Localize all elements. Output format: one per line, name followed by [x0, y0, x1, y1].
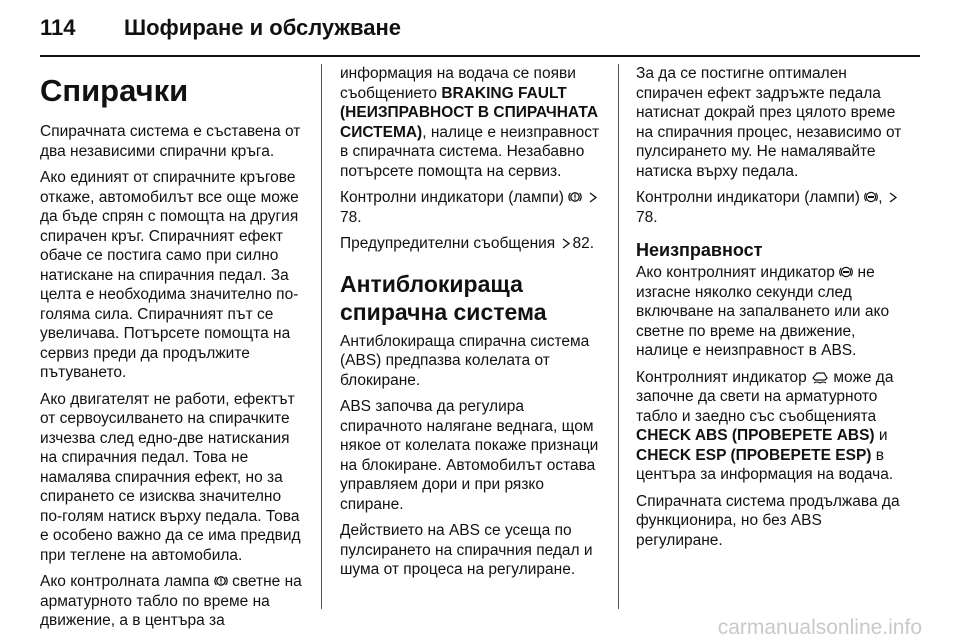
subsection-heading: Неизправност — [636, 240, 763, 260]
column-3 — [636, 64, 904, 557]
esp-icon — [811, 370, 829, 384]
page-ref-arrow-icon — [889, 192, 898, 203]
header-divider — [40, 55, 920, 57]
message-text: CHECK ABS (ПРОВЕРЕТЕ ABS) — [636, 427, 875, 444]
page-reference: 78. — [340, 208, 362, 226]
text-run: Контролният индикатор — [636, 368, 807, 386]
text-run: Ако контролната лампа — [40, 573, 210, 590]
paragraph — [636, 368, 904, 485]
watermark: carmanualsonline.info — [717, 616, 922, 639]
message-text: CHECK ESP (ПРОВЕРЕТЕ ESP) — [636, 446, 872, 464]
paragraph — [40, 572, 302, 631]
text-run: не изгасне няколко секунди след включване на запалването или ако светне по време на движение, налице е неизправност в ABS. — [636, 264, 890, 359]
page-ref-arrow-icon — [589, 192, 598, 203]
paragraph — [340, 234, 602, 254]
brake-warning-icon — [568, 190, 582, 204]
paragraph: Ако единият от спирачните кръгове откаже, автомобилът все още може да бъде спрян с помощта на другия спирачен кръг. Спирачният ефект обаче се постига само при силно натискане на спирачния педал. За целта е необходима значително по-голяма сила. Спирачният път се увеличава. Потърсете помощта на сервиз преди да продължите пътуването. — [40, 169, 299, 381]
text-run: информация на водача се появи съобщението — [340, 65, 576, 102]
page-reference: 78. — [636, 208, 658, 226]
paragraph: Контролни индикатори (лампи) , 78. — [636, 188, 904, 227]
paragraph: За да се постигне оптимален спирачен ефект задръжте педала натиснат докрай през цялото време на спирачния процес, независимо от пулсирането му. Не намалявайте натиска върху педала. — [636, 65, 902, 180]
text-run: Контролни индикатори (лампи) — [340, 189, 564, 206]
chapter-title: Шофиране и обслужване — [124, 15, 402, 40]
paragraph — [636, 263, 904, 361]
paragraph — [340, 188, 602, 227]
page-number: 114 — [40, 15, 76, 40]
text-run: , налице е неизправност в спирачната система. Незабавно потърсете помощта на сервиз. — [340, 123, 600, 180]
message-text: BRAKING FAULT (НЕИЗПРАВНОСТ В СПИРАЧНАТА СИСТЕМА) — [340, 84, 599, 141]
text-run: Ако контролният индикатор — [636, 264, 835, 281]
column-divider-2 — [618, 64, 619, 609]
text-run: Контролни индикатори (лампи) — [636, 189, 860, 206]
paragraph: ABS започва да регулира спирачното налягане веднага, щом някое от колелата покаже признаци на блокиране. Автомобилът остава управляем дори и при рязко спиране. — [340, 398, 599, 513]
abs-icon — [864, 190, 878, 204]
abs-icon — [839, 265, 853, 279]
column-2 — [340, 64, 602, 587]
text-run: и — [878, 427, 888, 444]
text-run: Предупредителни съобщения — [340, 235, 556, 252]
paragraph: Антиблокираща спирачна система (ABS) предпазва колелата от блокиране. — [340, 332, 590, 389]
paragraph: Ако двигателят не работи, ефектът от сервоусилването на спирачките изчезва след едно-две натискания на спирачния педал. Това не намалява спирачния ефект, но за спирането се изисква значително по-голям натиск върху педала. Това е особено важно да се има предвид при теглене на автомобила. — [40, 390, 301, 564]
paragraph: Спирачната система е съставена от два независими спирачни кръга. — [40, 123, 301, 160]
paragraph: Действието на ABS се усеща по пулсирането на спирачния педал и шума от процеса на регулиране. — [340, 522, 593, 578]
column-1 — [40, 70, 302, 638]
column-divider-1 — [321, 64, 322, 609]
section-heading: Антиблокираща спирачна система — [340, 270, 547, 325]
page-ref-arrow-icon — [562, 238, 571, 249]
paragraph: Спирачната система продължава да функционира, но без ABS регулиране. — [636, 492, 900, 549]
text-run: може да започне да свети на арматурното табло и заедно със съобщенията — [636, 368, 894, 425]
section-title: Спирачки — [40, 73, 189, 108]
brake-warning-icon — [214, 574, 228, 588]
page-reference: 82. — [572, 235, 595, 252]
page-header — [40, 8, 401, 48]
text-run: светне на арматурното табло по време на движение, а в центъра за — [40, 573, 302, 629]
paragraph — [340, 64, 602, 181]
text-run: в центъра за информация на водача. — [636, 446, 894, 483]
